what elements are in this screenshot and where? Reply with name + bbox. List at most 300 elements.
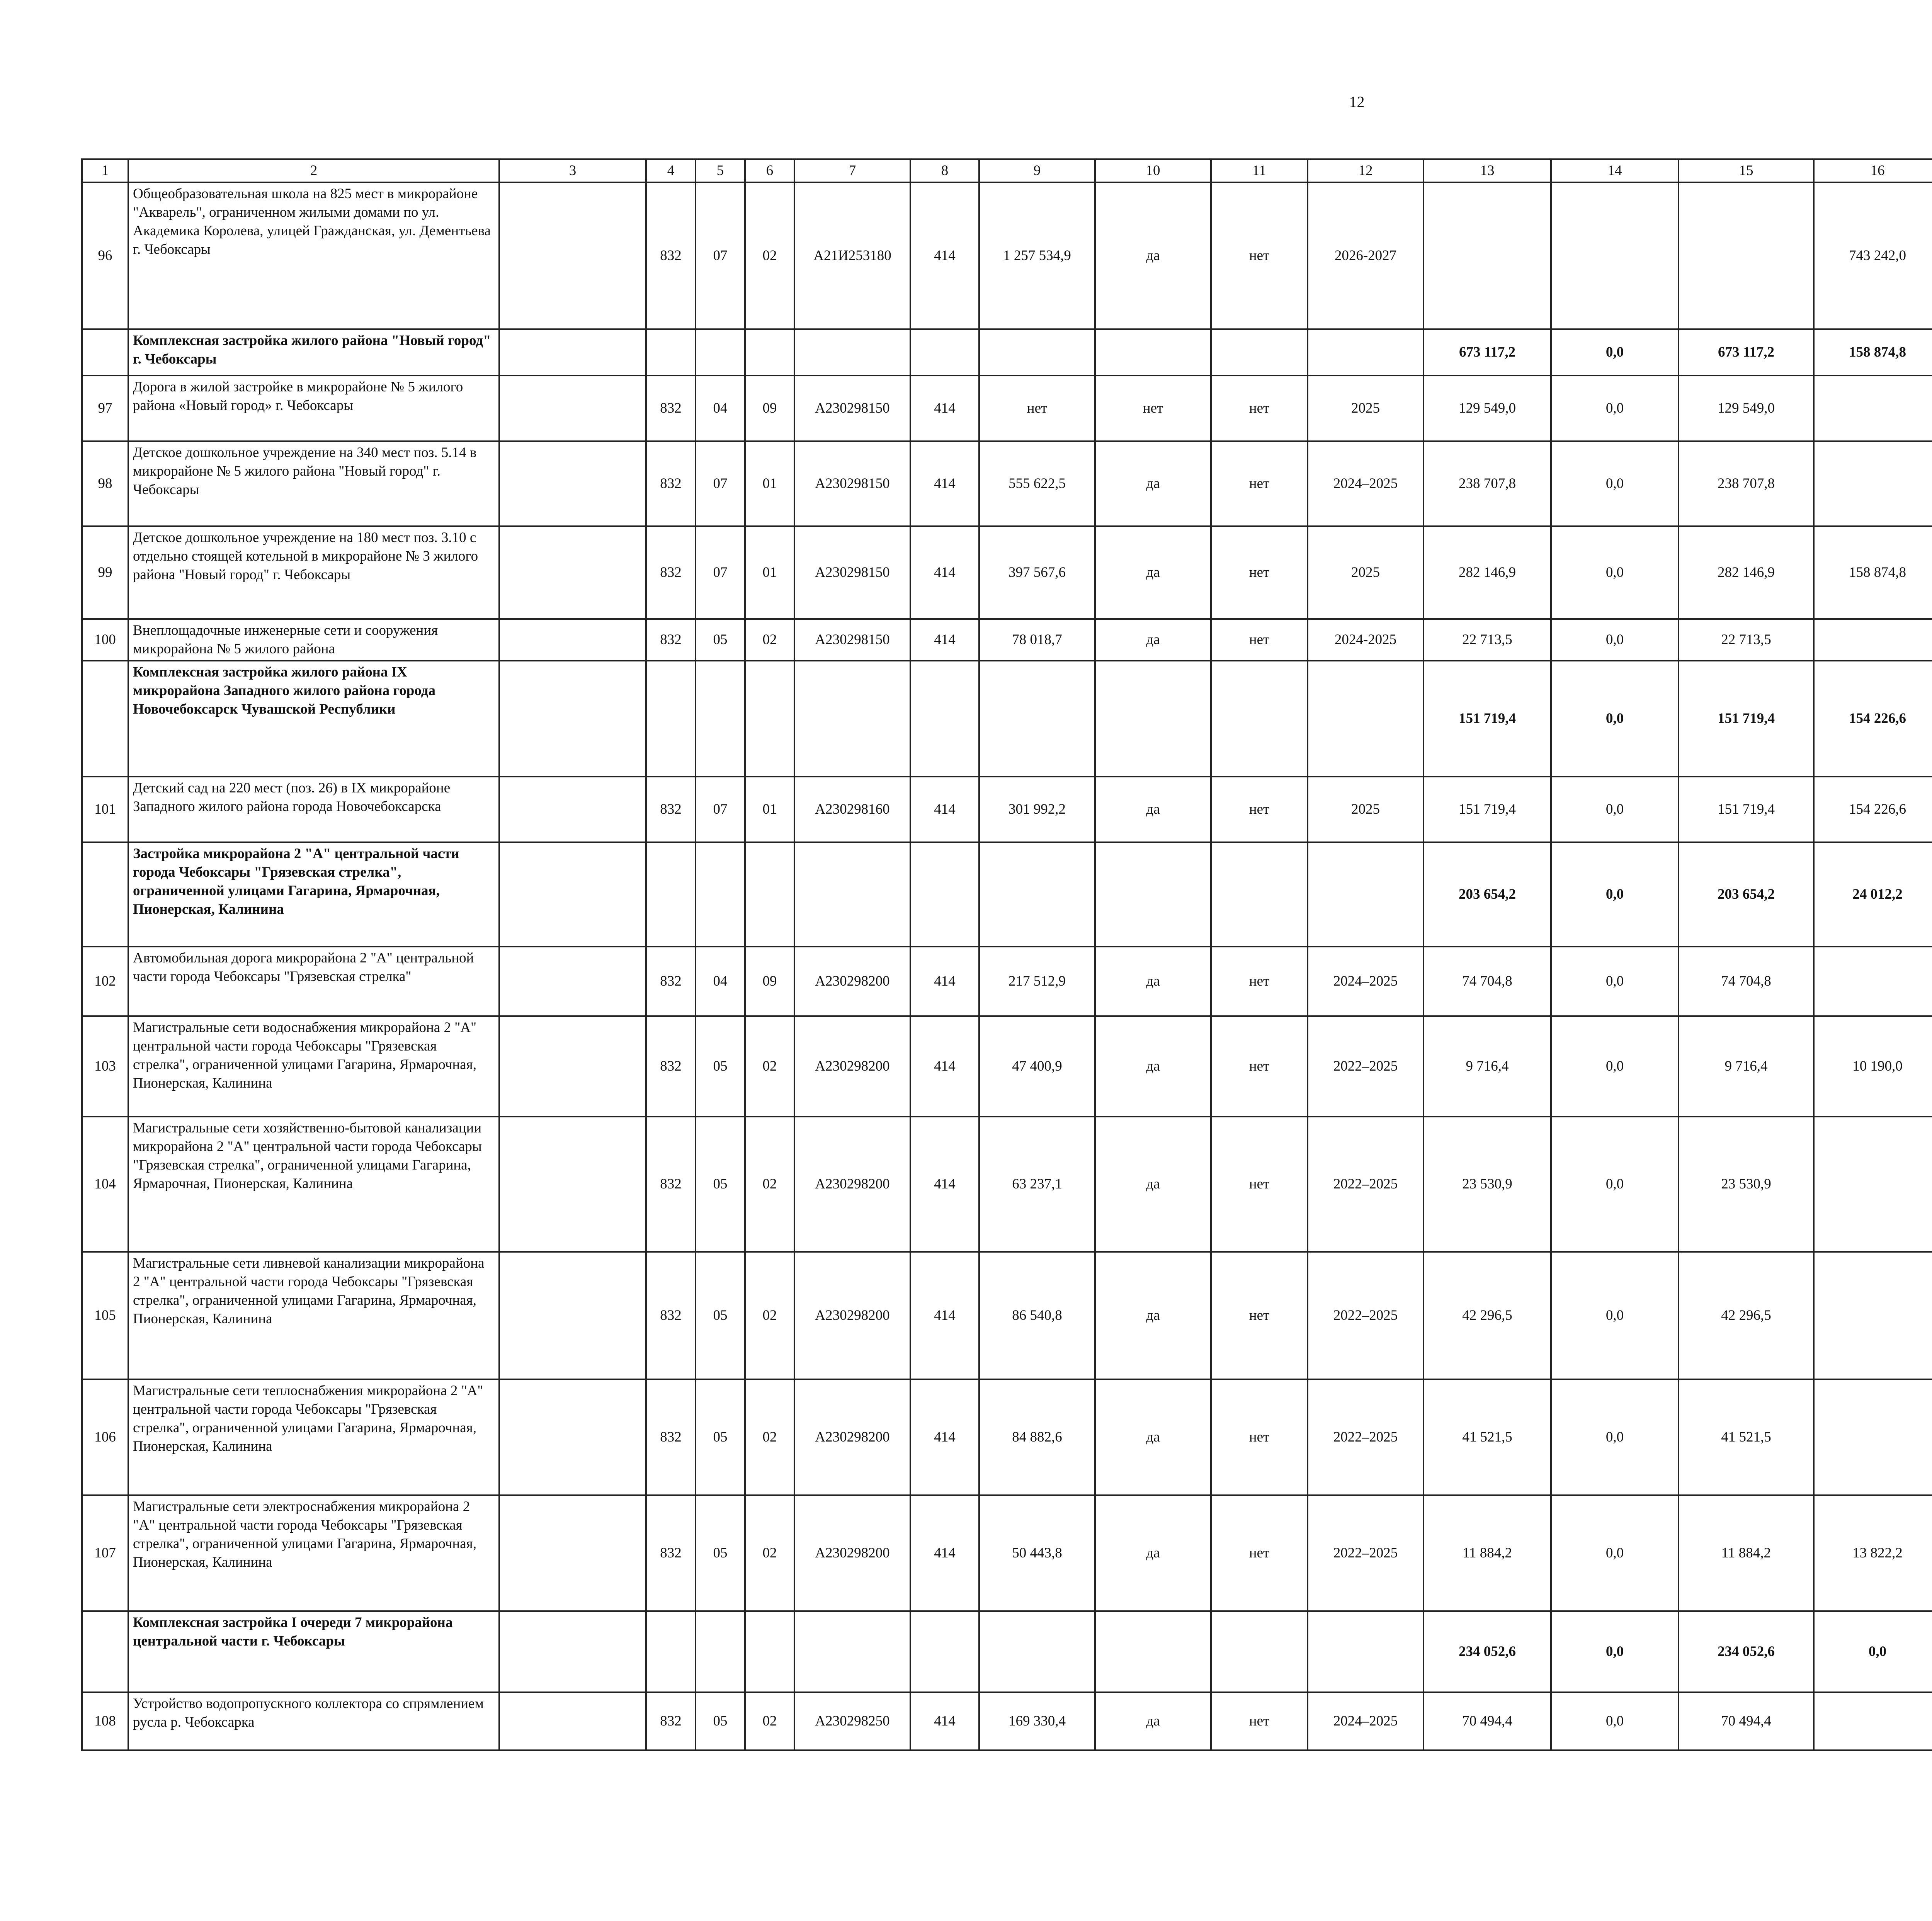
col-9-estimated-cost-cell: 217 512,9 bbox=[979, 947, 1095, 1016]
col-6-subsection-cell: 02 bbox=[745, 619, 794, 661]
col-12-period-cell bbox=[1308, 842, 1423, 947]
row-number-cell: 105 bbox=[82, 1252, 128, 1379]
col-15-cell: 11 884,2 bbox=[1679, 1495, 1814, 1611]
col-15-cell: 70 494,4 bbox=[1679, 1692, 1814, 1750]
col-16-total-cell bbox=[1814, 1252, 1932, 1379]
col-6-subsection-cell: 01 bbox=[745, 526, 794, 619]
object-name-cell: Внеплощадочные инженерные сети и сооружения микрорайона № 5 жилого района bbox=[128, 619, 499, 661]
col-13-total-cell: 11 884,2 bbox=[1423, 1495, 1551, 1611]
col-9-estimated-cost-cell: 86 540,8 bbox=[979, 1252, 1095, 1379]
col-8-expense-type-cell: 414 bbox=[910, 1252, 979, 1379]
col-11-cell bbox=[1211, 1611, 1308, 1692]
table-row bbox=[82, 1016, 1932, 1117]
object-name-cell: Магистральные сети хозяйственно-бытовой канализации микрорайона 2 "А" центральной части города Чебоксары "Грязевская стрелка", ограниченной улицами Гагарина, Ярмарочная, Пионерская, Калинина bbox=[128, 1117, 499, 1252]
col-14-cell: 0,0 bbox=[1551, 1252, 1679, 1379]
col-14-cell: 0,0 bbox=[1551, 842, 1679, 947]
col-3-cell bbox=[499, 777, 646, 842]
col-5-section-cell: 04 bbox=[696, 947, 745, 1016]
table-row bbox=[82, 947, 1932, 1016]
column-number-cell: 14 bbox=[1551, 159, 1679, 182]
col-4-code-cell: 832 bbox=[646, 376, 696, 441]
col-11-cell: нет bbox=[1211, 1252, 1308, 1379]
col-9-estimated-cost-cell: 47 400,9 bbox=[979, 1016, 1095, 1117]
col-4-code-cell: 832 bbox=[646, 1117, 696, 1252]
col-16-total-cell bbox=[1814, 1379, 1932, 1495]
col-16-total-cell: 10 190,0 bbox=[1814, 1016, 1932, 1117]
col-4-code-cell: 832 bbox=[646, 182, 696, 329]
col-16-total-cell bbox=[1814, 1117, 1932, 1252]
col-8-expense-type-cell: 414 bbox=[910, 1016, 979, 1117]
col-15-cell: 23 530,9 bbox=[1679, 1117, 1814, 1252]
column-number-cell: 9 bbox=[979, 159, 1095, 182]
col-6-subsection-cell: 09 bbox=[745, 376, 794, 441]
col-5-section-cell bbox=[696, 1611, 745, 1692]
object-name-cell: Комплексная застройка I очереди 7 микрорайона центральной части г. Чебоксары bbox=[128, 1611, 499, 1692]
row-number-cell bbox=[82, 329, 128, 376]
row-number-cell: 97 bbox=[82, 376, 128, 441]
col-10-cell: да bbox=[1095, 947, 1211, 1016]
table-row bbox=[82, 619, 1932, 661]
col-5-section-cell: 04 bbox=[696, 376, 745, 441]
col-14-cell: 0,0 bbox=[1551, 441, 1679, 526]
col-9-estimated-cost-cell bbox=[979, 1611, 1095, 1692]
col-8-expense-type-cell: 414 bbox=[910, 777, 979, 842]
col-14-cell: 0,0 bbox=[1551, 329, 1679, 376]
col-5-section-cell: 05 bbox=[696, 1252, 745, 1379]
col-5-section-cell: 05 bbox=[696, 1016, 745, 1117]
col-6-subsection-cell bbox=[745, 329, 794, 376]
col-9-estimated-cost-cell: 301 992,2 bbox=[979, 777, 1095, 842]
col-3-cell bbox=[499, 1611, 646, 1692]
col-4-code-cell: 832 bbox=[646, 619, 696, 661]
col-8-expense-type-cell: 414 bbox=[910, 441, 979, 526]
col-14-cell: 0,0 bbox=[1551, 947, 1679, 1016]
col-11-cell: нет bbox=[1211, 1495, 1308, 1611]
col-10-cell: да bbox=[1095, 777, 1211, 842]
col-14-cell: 0,0 bbox=[1551, 777, 1679, 842]
col-9-estimated-cost-cell: 169 330,4 bbox=[979, 1692, 1095, 1750]
col-13-total-cell: 673 117,2 bbox=[1423, 329, 1551, 376]
col-3-cell bbox=[499, 619, 646, 661]
object-name-cell: Магистральные сети электроснабжения микрорайона 2 "А" центральной части города Чебоксары "Грязевская стрелка", ограниченной улицами Гагарина, Ярмарочная, Пионерская, Калинина bbox=[128, 1495, 499, 1611]
table-row bbox=[82, 526, 1932, 619]
col-6-subsection-cell: 01 bbox=[745, 441, 794, 526]
col-11-cell: нет bbox=[1211, 777, 1308, 842]
col-12-period-cell: 2024–2025 bbox=[1308, 947, 1423, 1016]
col-9-estimated-cost-cell: 555 622,5 bbox=[979, 441, 1095, 526]
table-row bbox=[82, 777, 1932, 842]
column-number-cell: 16 bbox=[1814, 159, 1932, 182]
col-6-subsection-cell: 09 bbox=[745, 947, 794, 1016]
col-16-total-cell bbox=[1814, 441, 1932, 526]
col-4-code-cell: 832 bbox=[646, 1379, 696, 1495]
col-5-section-cell: 05 bbox=[696, 619, 745, 661]
col-14-cell: 0,0 bbox=[1551, 1016, 1679, 1117]
col-10-cell bbox=[1095, 329, 1211, 376]
col-3-cell bbox=[499, 329, 646, 376]
col-6-subsection-cell bbox=[745, 661, 794, 777]
row-number-cell: 100 bbox=[82, 619, 128, 661]
col-7-target-article-cell: А230298200 bbox=[794, 1016, 910, 1117]
col-11-cell: нет bbox=[1211, 1379, 1308, 1495]
col-16-total-cell: 743 242,0 bbox=[1814, 182, 1932, 329]
object-name-cell: Магистральные сети теплоснабжения микрорайона 2 "А" центральной части города Чебоксары "Грязевская стрелка", ограниченной улицами Гагарина, Ярмарочная, Пионерская, Калинина bbox=[128, 1379, 499, 1495]
col-15-cell: 151 719,4 bbox=[1679, 661, 1814, 777]
col-3-cell bbox=[499, 1495, 646, 1611]
object-name-cell: Детское дошкольное учреждение на 340 мест поз. 5.14 в микрорайоне № 5 жилого района "Новый город" г. Чебоксары bbox=[128, 441, 499, 526]
column-number-cell: 13 bbox=[1423, 159, 1551, 182]
col-8-expense-type-cell bbox=[910, 329, 979, 376]
column-number-cell: 2 bbox=[128, 159, 499, 182]
col-9-estimated-cost-cell bbox=[979, 842, 1095, 947]
col-7-target-article-cell bbox=[794, 1611, 910, 1692]
col-3-cell bbox=[499, 1117, 646, 1252]
col-5-section-cell: 05 bbox=[696, 1692, 745, 1750]
col-11-cell: нет bbox=[1211, 376, 1308, 441]
col-4-code-cell bbox=[646, 1611, 696, 1692]
col-6-subsection-cell bbox=[745, 842, 794, 947]
col-16-total-cell: 158 874,8 bbox=[1814, 526, 1932, 619]
col-8-expense-type-cell: 414 bbox=[910, 526, 979, 619]
col-7-target-article-cell: А230298150 bbox=[794, 376, 910, 441]
col-9-estimated-cost-cell: 84 882,6 bbox=[979, 1379, 1095, 1495]
col-10-cell: да bbox=[1095, 1117, 1211, 1252]
col-8-expense-type-cell: 414 bbox=[910, 947, 979, 1016]
row-number-cell: 99 bbox=[82, 526, 128, 619]
col-10-cell bbox=[1095, 661, 1211, 777]
col-12-period-cell: 2025 bbox=[1308, 376, 1423, 441]
table-row bbox=[82, 1692, 1932, 1750]
col-15-cell: 234 052,6 bbox=[1679, 1611, 1814, 1692]
col-4-code-cell: 832 bbox=[646, 947, 696, 1016]
col-13-total-cell: 151 719,4 bbox=[1423, 661, 1551, 777]
column-number-cell: 15 bbox=[1679, 159, 1814, 182]
col-12-period-cell: 2024–2025 bbox=[1308, 441, 1423, 526]
col-12-period-cell: 2022–2025 bbox=[1308, 1016, 1423, 1117]
col-3-cell bbox=[499, 441, 646, 526]
col-15-cell: 151 719,4 bbox=[1679, 777, 1814, 842]
page-number: 12 bbox=[1349, 93, 1365, 110]
col-16-total-cell: 154 226,6 bbox=[1814, 661, 1932, 777]
col-7-target-article-cell: А230298150 bbox=[794, 441, 910, 526]
row-number-cell: 103 bbox=[82, 1016, 128, 1117]
col-6-subsection-cell: 02 bbox=[745, 1692, 794, 1750]
col-4-code-cell: 832 bbox=[646, 1495, 696, 1611]
object-name-cell: Автомобильная дорога микрорайона 2 "А" центральной части города Чебоксары "Грязевская стрелка" bbox=[128, 947, 499, 1016]
col-11-cell: нет bbox=[1211, 182, 1308, 329]
col-10-cell: да bbox=[1095, 526, 1211, 619]
column-number-cell: 1 bbox=[82, 159, 128, 182]
col-13-total-cell: 151 719,4 bbox=[1423, 777, 1551, 842]
col-5-section-cell bbox=[696, 842, 745, 947]
row-number-cell: 106 bbox=[82, 1379, 128, 1495]
col-4-code-cell: 832 bbox=[646, 526, 696, 619]
col-11-cell: нет bbox=[1211, 947, 1308, 1016]
col-11-cell: нет bbox=[1211, 619, 1308, 661]
budget-table-container bbox=[81, 158, 1932, 1751]
col-12-period-cell: 2025 bbox=[1308, 777, 1423, 842]
col-8-expense-type-cell bbox=[910, 661, 979, 777]
col-7-target-article-cell: А230298150 bbox=[794, 619, 910, 661]
col-6-subsection-cell: 02 bbox=[745, 1117, 794, 1252]
col-5-section-cell: 07 bbox=[696, 526, 745, 619]
group-row bbox=[82, 661, 1932, 777]
col-13-total-cell: 238 707,8 bbox=[1423, 441, 1551, 526]
col-15-cell: 129 549,0 bbox=[1679, 376, 1814, 441]
col-9-estimated-cost-cell bbox=[979, 661, 1095, 777]
object-name-cell: Комплексная застройка жилого района IX микрорайона Западного жилого района города Новочебоксарск Чувашской Республики bbox=[128, 661, 499, 777]
col-9-estimated-cost-cell bbox=[979, 329, 1095, 376]
row-number-cell bbox=[82, 842, 128, 947]
col-13-total-cell: 129 549,0 bbox=[1423, 376, 1551, 441]
col-6-subsection-cell: 01 bbox=[745, 777, 794, 842]
col-11-cell: нет bbox=[1211, 1016, 1308, 1117]
col-5-section-cell: 05 bbox=[696, 1495, 745, 1611]
object-name-cell: Детский сад на 220 мест (поз. 26) в IX микрорайоне Западного жилого района города Новочебоксарска bbox=[128, 777, 499, 842]
col-9-estimated-cost-cell: 78 018,7 bbox=[979, 619, 1095, 661]
column-number-cell: 7 bbox=[794, 159, 910, 182]
group-row bbox=[82, 329, 1932, 376]
col-16-total-cell: 158 874,8 bbox=[1814, 329, 1932, 376]
col-13-total-cell: 41 521,5 bbox=[1423, 1379, 1551, 1495]
col-5-section-cell: 07 bbox=[696, 777, 745, 842]
col-4-code-cell bbox=[646, 842, 696, 947]
col-5-section-cell bbox=[696, 661, 745, 777]
col-5-section-cell: 07 bbox=[696, 182, 745, 329]
col-3-cell bbox=[499, 661, 646, 777]
col-14-cell bbox=[1551, 182, 1679, 329]
col-14-cell: 0,0 bbox=[1551, 1379, 1679, 1495]
col-16-total-cell: 13 822,2 bbox=[1814, 1495, 1932, 1611]
column-number-cell: 11 bbox=[1211, 159, 1308, 182]
col-4-code-cell: 832 bbox=[646, 441, 696, 526]
col-14-cell: 0,0 bbox=[1551, 1692, 1679, 1750]
col-10-cell: да bbox=[1095, 182, 1211, 329]
column-number-cell: 3 bbox=[499, 159, 646, 182]
col-6-subsection-cell: 02 bbox=[745, 1016, 794, 1117]
column-number-cell: 10 bbox=[1095, 159, 1211, 182]
col-7-target-article-cell: А230298200 bbox=[794, 1495, 910, 1611]
object-name-cell: Детское дошкольное учреждение на 180 мест поз. 3.10 с отдельно стоящей котельной в микрорайоне № 3 жилого района "Новый город" г. Чебоксары bbox=[128, 526, 499, 619]
col-10-cell bbox=[1095, 1611, 1211, 1692]
col-10-cell: да bbox=[1095, 1379, 1211, 1495]
col-14-cell: 0,0 bbox=[1551, 1495, 1679, 1611]
col-12-period-cell: 2024-2025 bbox=[1308, 619, 1423, 661]
object-name-cell: Устройство водопропускного коллектора со спрямлением русла р. Чебоксарка bbox=[128, 1692, 499, 1750]
table-row bbox=[82, 1379, 1932, 1495]
col-5-section-cell: 07 bbox=[696, 441, 745, 526]
col-8-expense-type-cell: 414 bbox=[910, 1379, 979, 1495]
object-name-cell: Магистральные сети водоснабжения микрорайона 2 "А" центральной части города Чебоксары "Грязевская стрелка", ограниченной улицами Гагарина, Ярмарочная, Пионерская, Калинина bbox=[128, 1016, 499, 1117]
row-number-cell bbox=[82, 661, 128, 777]
col-9-estimated-cost-cell: 50 443,8 bbox=[979, 1495, 1095, 1611]
col-14-cell: 0,0 bbox=[1551, 526, 1679, 619]
col-16-total-cell: 154 226,6 bbox=[1814, 777, 1932, 842]
col-4-code-cell bbox=[646, 661, 696, 777]
col-13-total-cell: 22 713,5 bbox=[1423, 619, 1551, 661]
col-8-expense-type-cell: 414 bbox=[910, 1495, 979, 1611]
col-15-cell: 282 146,9 bbox=[1679, 526, 1814, 619]
column-number-row bbox=[82, 159, 1932, 182]
col-14-cell: 0,0 bbox=[1551, 376, 1679, 441]
col-12-period-cell: 2026-2027 bbox=[1308, 182, 1423, 329]
col-13-total-cell: 42 296,5 bbox=[1423, 1252, 1551, 1379]
col-3-cell bbox=[499, 1252, 646, 1379]
table-body bbox=[82, 159, 1932, 1750]
table-row bbox=[82, 1252, 1932, 1379]
col-14-cell: 0,0 bbox=[1551, 619, 1679, 661]
col-3-cell bbox=[499, 1016, 646, 1117]
col-15-cell: 673 117,2 bbox=[1679, 329, 1814, 376]
col-5-section-cell: 05 bbox=[696, 1379, 745, 1495]
col-15-cell: 203 654,2 bbox=[1679, 842, 1814, 947]
table-row bbox=[82, 1117, 1932, 1252]
col-15-cell: 238 707,8 bbox=[1679, 441, 1814, 526]
col-13-total-cell: 203 654,2 bbox=[1423, 842, 1551, 947]
col-13-total-cell bbox=[1423, 182, 1551, 329]
col-4-code-cell: 832 bbox=[646, 1016, 696, 1117]
col-11-cell: нет bbox=[1211, 441, 1308, 526]
col-6-subsection-cell: 02 bbox=[745, 1252, 794, 1379]
col-12-period-cell bbox=[1308, 1611, 1423, 1692]
col-11-cell: нет bbox=[1211, 1692, 1308, 1750]
object-name-cell: Общеобразовательная школа на 825 мест в микрорайоне "Акварель", ограниченном жилыми домами по ул. Академика Королева, улицей Гражданская, ул. Дементьева г. Чебоксары bbox=[128, 182, 499, 329]
col-15-cell: 41 521,5 bbox=[1679, 1379, 1814, 1495]
col-7-target-article-cell bbox=[794, 842, 910, 947]
column-number-cell: 5 bbox=[696, 159, 745, 182]
row-number-cell bbox=[82, 1611, 128, 1692]
col-5-section-cell: 05 bbox=[696, 1117, 745, 1252]
col-7-target-article-cell: А230298200 bbox=[794, 1252, 910, 1379]
column-number-cell: 8 bbox=[910, 159, 979, 182]
col-15-cell: 74 704,8 bbox=[1679, 947, 1814, 1016]
row-number-cell: 107 bbox=[82, 1495, 128, 1611]
col-8-expense-type-cell: 414 bbox=[910, 1692, 979, 1750]
col-6-subsection-cell: 02 bbox=[745, 182, 794, 329]
object-name-cell: Дорога в жилой застройке в микрорайоне № 5 жилого района «Новый город» г. Чебоксары bbox=[128, 376, 499, 441]
col-15-cell: 22 713,5 bbox=[1679, 619, 1814, 661]
col-3-cell bbox=[499, 526, 646, 619]
col-4-code-cell: 832 bbox=[646, 1692, 696, 1750]
col-8-expense-type-cell: 414 bbox=[910, 619, 979, 661]
column-number-cell: 4 bbox=[646, 159, 696, 182]
col-8-expense-type-cell: 414 bbox=[910, 376, 979, 441]
col-6-subsection-cell bbox=[745, 1611, 794, 1692]
col-11-cell bbox=[1211, 661, 1308, 777]
col-6-subsection-cell: 02 bbox=[745, 1379, 794, 1495]
col-14-cell: 0,0 bbox=[1551, 1117, 1679, 1252]
col-12-period-cell bbox=[1308, 329, 1423, 376]
col-10-cell: да bbox=[1095, 441, 1211, 526]
col-13-total-cell: 9 716,4 bbox=[1423, 1016, 1551, 1117]
col-16-total-cell: 24 012,2 bbox=[1814, 842, 1932, 947]
col-3-cell bbox=[499, 947, 646, 1016]
col-10-cell: да bbox=[1095, 1252, 1211, 1379]
col-12-period-cell: 2022–2025 bbox=[1308, 1252, 1423, 1379]
col-3-cell bbox=[499, 842, 646, 947]
object-name-cell: Застройка микрорайона 2 "А" центральной части города Чебоксары "Грязевская стрелка", ограниченной улицами Гагарина, Ярмарочная, Пионерская, Калинина bbox=[128, 842, 499, 947]
table-row bbox=[82, 1495, 1932, 1611]
col-9-estimated-cost-cell: нет bbox=[979, 376, 1095, 441]
col-8-expense-type-cell: 414 bbox=[910, 1117, 979, 1252]
table-row bbox=[82, 441, 1932, 526]
col-12-period-cell bbox=[1308, 661, 1423, 777]
group-row bbox=[82, 1611, 1932, 1692]
col-9-estimated-cost-cell: 1 257 534,9 bbox=[979, 182, 1095, 329]
column-number-cell: 12 bbox=[1308, 159, 1423, 182]
col-8-expense-type-cell: 414 bbox=[910, 182, 979, 329]
column-number-cell: 6 bbox=[745, 159, 794, 182]
col-5-section-cell bbox=[696, 329, 745, 376]
col-4-code-cell: 832 bbox=[646, 1252, 696, 1379]
row-number-cell: 96 bbox=[82, 182, 128, 329]
col-16-total-cell: 0,0 bbox=[1814, 1611, 1932, 1692]
col-9-estimated-cost-cell: 63 237,1 bbox=[979, 1117, 1095, 1252]
col-10-cell: да bbox=[1095, 1495, 1211, 1611]
col-8-expense-type-cell bbox=[910, 842, 979, 947]
col-11-cell bbox=[1211, 842, 1308, 947]
col-14-cell: 0,0 bbox=[1551, 661, 1679, 777]
col-8-expense-type-cell bbox=[910, 1611, 979, 1692]
table-row bbox=[82, 182, 1932, 329]
col-7-target-article-cell: А230298160 bbox=[794, 777, 910, 842]
col-15-cell: 9 716,4 bbox=[1679, 1016, 1814, 1117]
col-10-cell: нет bbox=[1095, 376, 1211, 441]
col-7-target-article-cell bbox=[794, 661, 910, 777]
row-number-cell: 101 bbox=[82, 777, 128, 842]
col-7-target-article-cell bbox=[794, 329, 910, 376]
col-3-cell bbox=[499, 1379, 646, 1495]
row-number-cell: 102 bbox=[82, 947, 128, 1016]
col-7-target-article-cell: А230298200 bbox=[794, 947, 910, 1016]
col-4-code-cell bbox=[646, 329, 696, 376]
col-7-target-article-cell: А230298200 bbox=[794, 1117, 910, 1252]
row-number-cell: 104 bbox=[82, 1117, 128, 1252]
col-12-period-cell: 2025 bbox=[1308, 526, 1423, 619]
col-7-target-article-cell: А21И253180 bbox=[794, 182, 910, 329]
col-13-total-cell: 234 052,6 bbox=[1423, 1611, 1551, 1692]
col-15-cell: 42 296,5 bbox=[1679, 1252, 1814, 1379]
col-7-target-article-cell: А230298250 bbox=[794, 1692, 910, 1750]
col-3-cell bbox=[499, 1692, 646, 1750]
object-name-cell: Комплексная застройка жилого района "Новый город" г. Чебоксары bbox=[128, 329, 499, 376]
col-10-cell bbox=[1095, 842, 1211, 947]
col-6-subsection-cell: 02 bbox=[745, 1495, 794, 1611]
col-11-cell bbox=[1211, 329, 1308, 376]
col-13-total-cell: 74 704,8 bbox=[1423, 947, 1551, 1016]
budget-table bbox=[81, 158, 1932, 1751]
col-12-period-cell: 2022–2025 bbox=[1308, 1117, 1423, 1252]
col-7-target-article-cell: А230298200 bbox=[794, 1379, 910, 1495]
object-name-cell: Магистральные сети ливневой канализации микрорайона 2 "А" центральной части города Чебоксары "Грязевская стрелка", ограниченной улицами Гагарина, Ярмарочная, Пионерская, Калинина bbox=[128, 1252, 499, 1379]
col-13-total-cell: 282 146,9 bbox=[1423, 526, 1551, 619]
col-10-cell: да bbox=[1095, 619, 1211, 661]
col-10-cell: да bbox=[1095, 1692, 1211, 1750]
row-number-cell: 98 bbox=[82, 441, 128, 526]
col-3-cell bbox=[499, 182, 646, 329]
col-11-cell: нет bbox=[1211, 526, 1308, 619]
col-9-estimated-cost-cell: 397 567,6 bbox=[979, 526, 1095, 619]
row-number-cell: 108 bbox=[82, 1692, 128, 1750]
col-16-total-cell bbox=[1814, 1692, 1932, 1750]
col-10-cell: да bbox=[1095, 1016, 1211, 1117]
col-4-code-cell: 832 bbox=[646, 777, 696, 842]
col-13-total-cell: 23 530,9 bbox=[1423, 1117, 1551, 1252]
table-row bbox=[82, 376, 1932, 441]
col-12-period-cell: 2024–2025 bbox=[1308, 1692, 1423, 1750]
col-14-cell: 0,0 bbox=[1551, 1611, 1679, 1692]
col-16-total-cell bbox=[1814, 619, 1932, 661]
